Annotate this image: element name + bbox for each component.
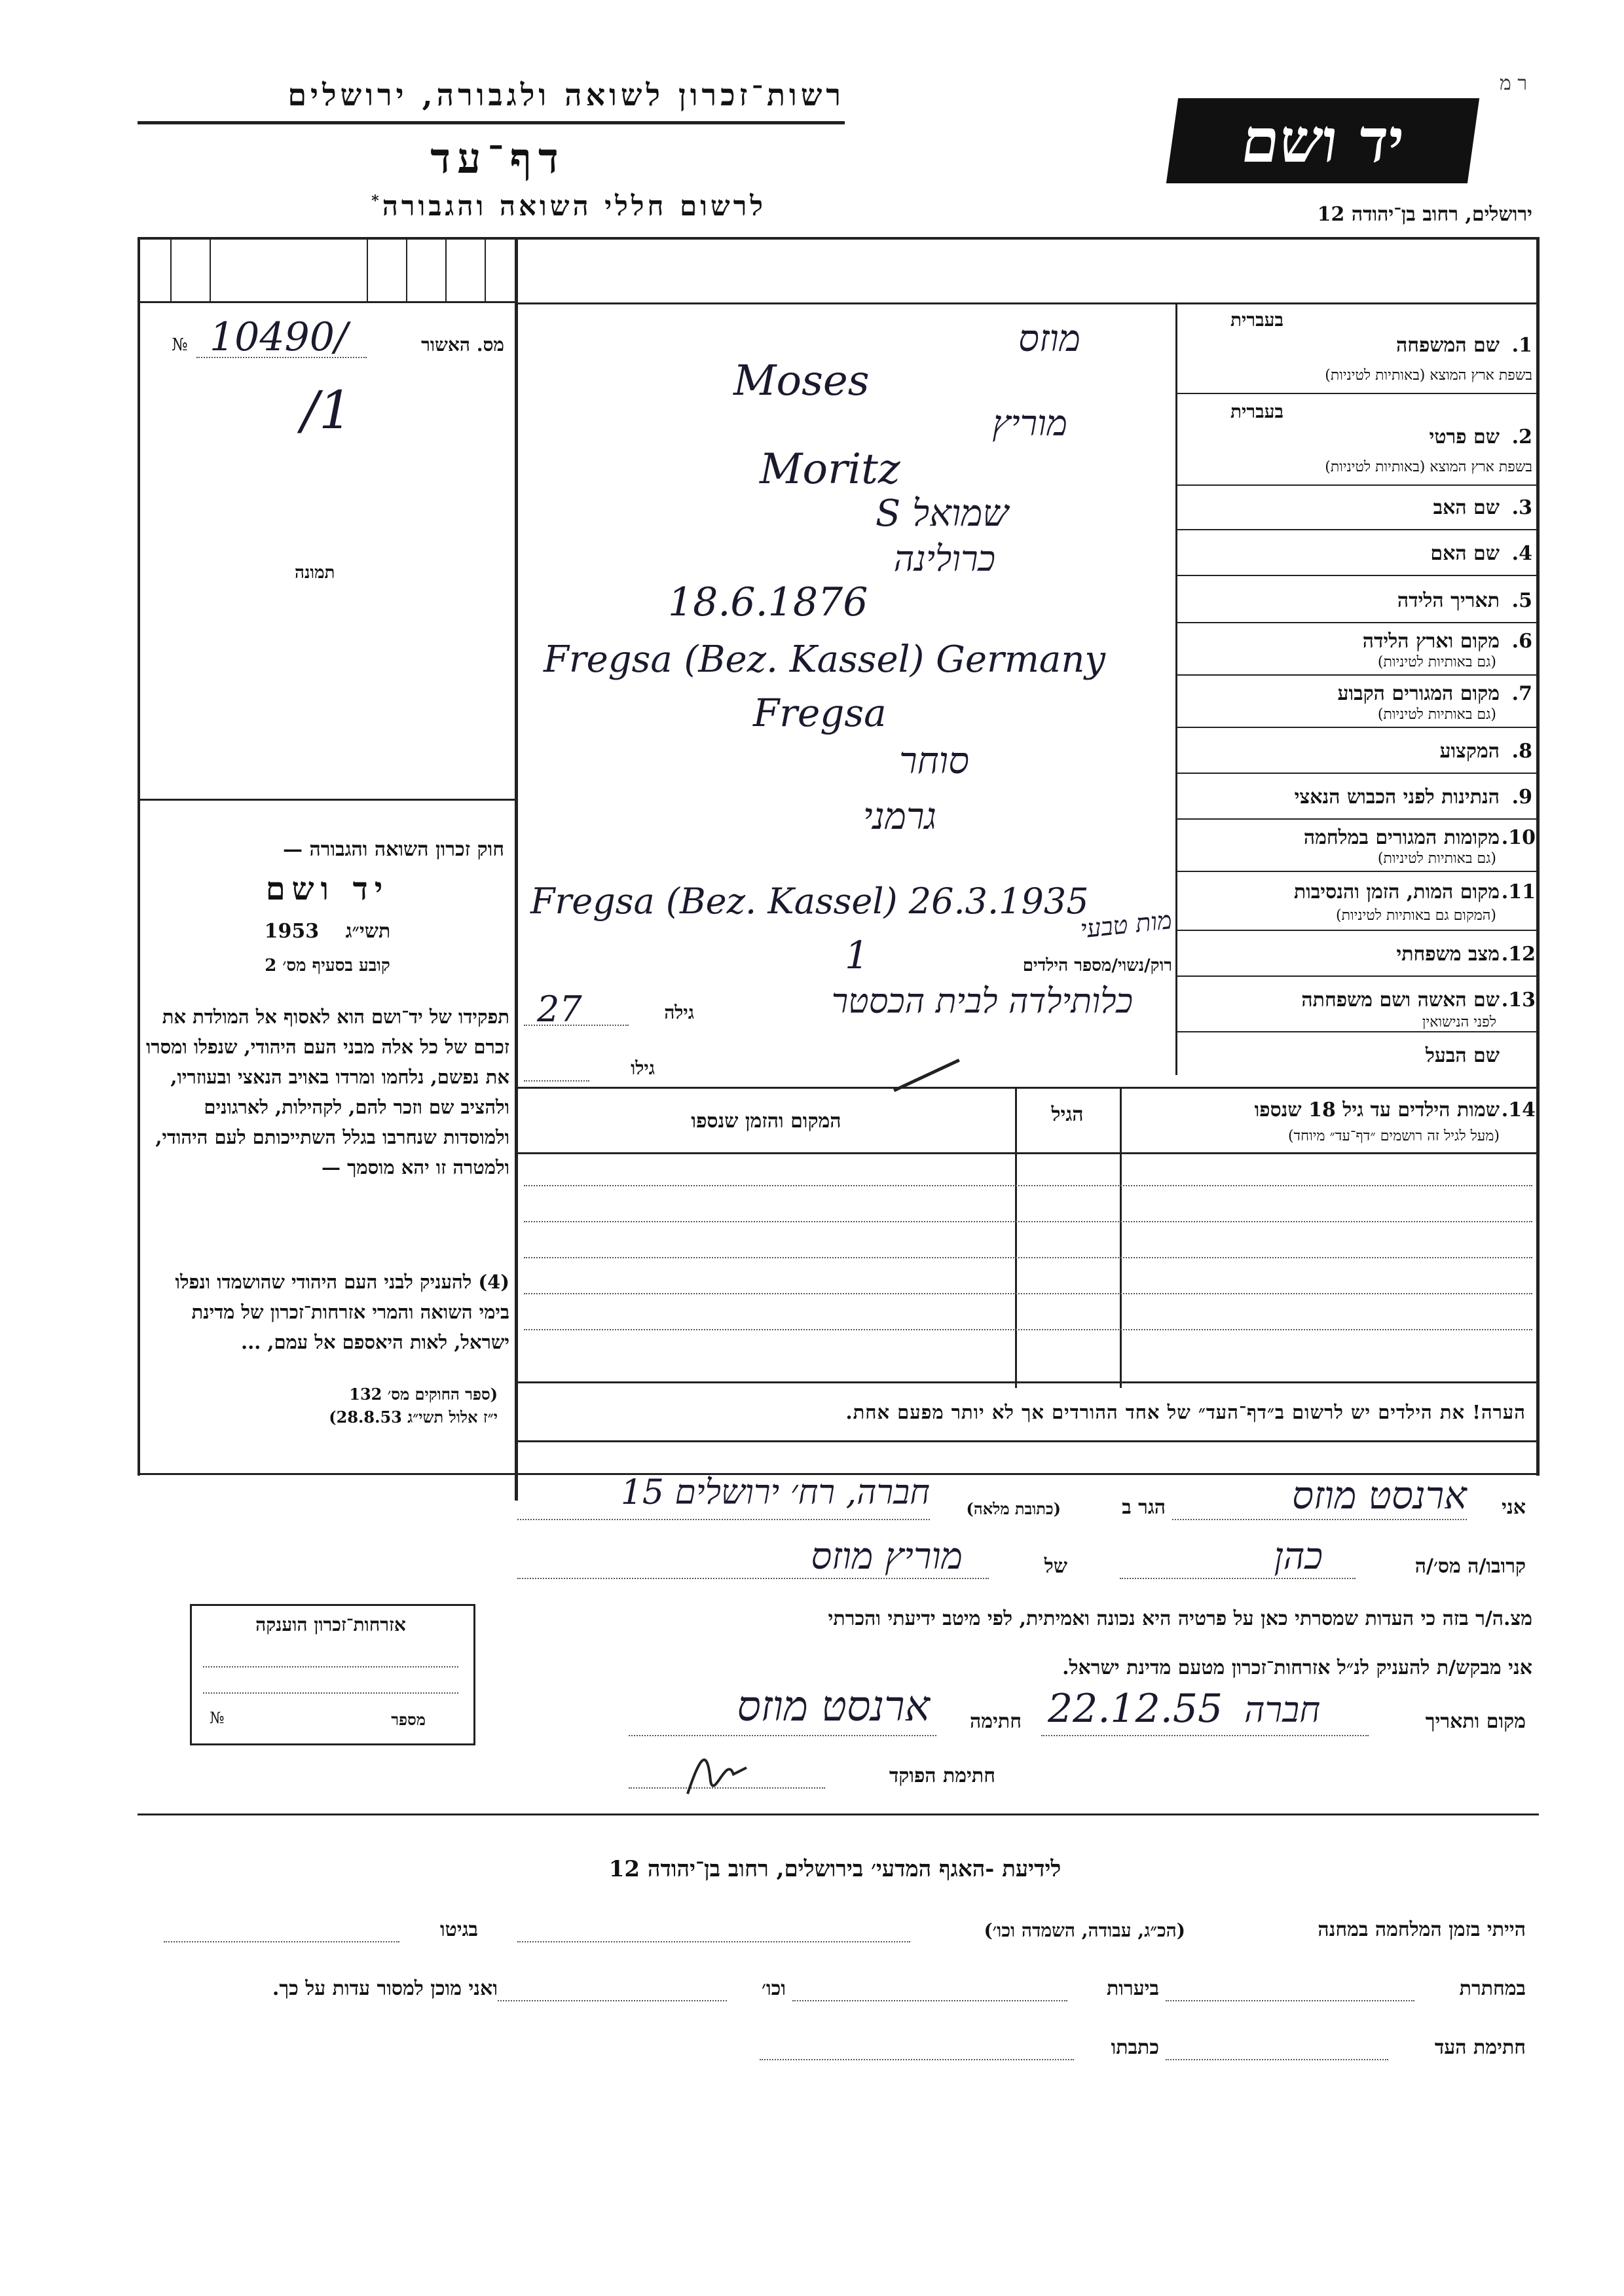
decl-address: חברה, רח׳ ירושלים 15 [620, 1473, 930, 1512]
field-12-num: 12. [1501, 943, 1536, 966]
decl-sign-label: חתימה [970, 1710, 1022, 1733]
law-clause: קובע בסעיף מס׳ 2 [265, 956, 390, 975]
value-wife-name: כלותילדה לבית הכסטר [831, 982, 1133, 1021]
footer-title: לידיעת -האגף המדעי׳ בירושלים, רחוב בן־יהודה 12 [608, 1856, 1061, 1882]
corner-mark: ר מ [1500, 72, 1528, 95]
field-8-label: המקצוע [1439, 740, 1500, 763]
row-sep-8 [1175, 773, 1539, 774]
children-col-divider-2 [1015, 1087, 1017, 1388]
field-7-note: (גם באותיות לטיניות) [1377, 706, 1496, 723]
field-1-label: שם המשפחה [1395, 334, 1500, 357]
field-10-num: 10. [1501, 826, 1536, 849]
children-bottom [517, 1381, 1539, 1383]
frame-column-divider [515, 237, 518, 1501]
value-family-name-latin: Moses [733, 357, 870, 405]
row-sep-11 [1175, 930, 1539, 931]
decl-of-label: של [1044, 1555, 1067, 1578]
grid-v6 [485, 237, 486, 302]
value-birth-date: 18.6.1876 [668, 579, 868, 625]
children-top [517, 1087, 1539, 1089]
org-underline [138, 121, 845, 124]
footer-address-line [760, 2059, 1074, 2060]
value-death-place: Fregsa (Bez. Kassel) 26.3.1935 [530, 881, 1089, 922]
field-9-num: 9. [1511, 786, 1532, 809]
officer-signature-scribble [681, 1741, 753, 1800]
field-12-extra: רוק/נשוי/מספר הילדים [1022, 956, 1172, 975]
field-2-note: בשפת ארץ המוצא (באותיות לטיניות) [1325, 459, 1532, 475]
form-title: דף־עד [430, 134, 565, 183]
value-children-count: 1 [845, 933, 869, 977]
row-sep-7 [1175, 727, 1539, 728]
field-7-label: מקום המגורים הקבוע [1337, 682, 1500, 705]
value-residence: Fregsa [753, 691, 887, 735]
field-7-num: 7. [1511, 682, 1532, 705]
children-header-bottom [517, 1152, 1539, 1154]
footer-camp-label: הייתי בזמן המלחמה במחנה [1318, 1918, 1526, 1941]
fields-top [517, 302, 1539, 304]
decl-relation-line [1120, 1578, 1356, 1579]
field-12-label: מצב משפחתי [1396, 943, 1500, 966]
field-6-num: 6. [1511, 630, 1532, 653]
children-row-2 [524, 1221, 1532, 1222]
row-sep-10 [1175, 871, 1539, 872]
approval-number: 10490/ [210, 314, 348, 360]
grid-v4 [406, 237, 407, 302]
subtitle-text: לרשום חללי השואה והגבורה [382, 190, 766, 222]
decl-date: 22.12.55 [1048, 1686, 1223, 1732]
value-death-note: מות טבעי [1079, 905, 1173, 944]
subtitle-mark: * [371, 192, 382, 210]
decl-date-line [1041, 1735, 1369, 1736]
address: ירושלים, רחוב בן־יהודה 12 [1317, 203, 1532, 226]
husband-age-line [524, 1080, 589, 1082]
decl-relation: כהן [1274, 1535, 1323, 1578]
photo-box-bottom [138, 799, 517, 801]
law-year [151, 920, 504, 943]
row-sep-13 [1175, 1031, 1539, 1032]
field-husband-label: שם הבעל [1425, 1044, 1500, 1067]
grid-h1 [138, 301, 517, 303]
footer-underground-line [1166, 2000, 1414, 2001]
children-remark: הערה! את הילדים יש לרשום ב״דף־העד״ של אחד ההורדים אך לא יותר מפעם אחת. [845, 1401, 1526, 1423]
field-2-tag: בעברית [1230, 401, 1283, 422]
grid-v1 [170, 237, 172, 302]
value-first-name-latin: Moritz [760, 445, 900, 494]
remark-bottom [517, 1440, 1539, 1442]
row-sep-1 [1175, 393, 1539, 394]
children-num: 14. [1501, 1099, 1536, 1121]
logo-text: יד ושם [1237, 105, 1409, 176]
row-sep-12 [1175, 975, 1539, 977]
field-5-num: 5. [1511, 589, 1532, 612]
field-3-num: 3. [1511, 496, 1532, 519]
children-row-4 [524, 1293, 1532, 1294]
value-profession: סוחר [899, 740, 969, 782]
footer-camp-note: (הכ״ג, עבודה, השמדה וכו׳) [984, 1920, 1185, 1941]
value-nationality: גרמני [862, 795, 936, 838]
value-birth-place: Fregsa (Bez. Kassel) Germany [544, 638, 1106, 681]
org-name: רשות־זכרון לשואה ולגבורה, ירושלים [287, 77, 845, 113]
decl-i-label: אני [1502, 1496, 1526, 1519]
decl-request: אני מבקש/ת להעניק לנ״ל אזרחות־זכרון מטעם מדינת ישראל. [1062, 1656, 1532, 1679]
grid-v5 [445, 237, 447, 302]
children-row-1 [524, 1185, 1532, 1186]
decl-address-note: (כתובת מלאה) [966, 1499, 1061, 1518]
field-9-label: הנתינות לפני הכבוש הנאצי [1294, 786, 1500, 809]
value-first-name-heb: מוריץ [992, 403, 1067, 444]
footer-forests-line [792, 2000, 1067, 2001]
value-family-name-heb: מוזס [1018, 318, 1080, 360]
law-year-greg: 1953 [264, 920, 320, 943]
approval-number-label: מס. האשור [421, 334, 504, 355]
children-col-place: המקום והזמן שנספו [691, 1110, 841, 1133]
form-subtitle [177, 190, 766, 223]
law-year-heb: תשי״ג [345, 920, 391, 943]
decl-relative-name-line [517, 1578, 989, 1579]
field-1-tag: בעברית [1230, 309, 1283, 331]
footer-underground-label: במחתרת [1459, 1977, 1526, 2000]
row-sep-3 [1175, 529, 1539, 530]
row-sep-2 [1175, 484, 1539, 486]
decl-name: ארנסט מוזס [1291, 1473, 1467, 1518]
law-title: חוק זכרון השואה והגבורה — [283, 838, 504, 861]
decl-place-date-label: מקום ותאריך [1425, 1710, 1526, 1733]
field-1-note: בשפת ארץ המוצא (באותיות לטיניות) [1325, 367, 1532, 384]
footer-witness-sign-line [1166, 2059, 1388, 2060]
row-sep-5 [1175, 622, 1539, 623]
approval-sub-mark: /1 [301, 380, 352, 441]
field-11-note: (המקום גם באותיות לטיניות) [1336, 907, 1496, 924]
yad-vashem-logo [1166, 98, 1479, 183]
field-2-num: 2. [1511, 426, 1532, 448]
law-name: יד ושם [265, 871, 390, 907]
law-text-2: (4) להעניק לבני העם היהודי שהושמדו ונפלו בימי השואה והמרי אזרחות־זכרון של מדינת ישראל, לאות היאספם אל עמם, ... [175, 1271, 509, 1353]
footer-camp-line [517, 1941, 910, 1942]
label-column-divider [1175, 302, 1177, 1075]
field-6-label: מקום וארץ הלידה [1362, 630, 1500, 653]
footer-address-label: כתבתו [1111, 2036, 1159, 2059]
value-wife-age: 27 [537, 989, 582, 1030]
footer-forests-label: ביערות [1106, 1977, 1159, 2000]
footer-etc-line [498, 2000, 727, 2001]
field-11-num: 11. [1501, 881, 1536, 903]
law-source-1: (ספר החוקים מס׳ 132 [349, 1385, 498, 1404]
decl-relative-label: קרובו/ה מס׳/ה [1414, 1555, 1526, 1578]
field-13-age-label: גילה [664, 1002, 694, 1023]
grid-v3 [367, 237, 368, 302]
decl-relative-name: מוריץ מוזס [811, 1535, 963, 1578]
row-sep-6 [1175, 674, 1539, 676]
row-sep-4 [1175, 575, 1539, 576]
citizenship-number-label: מספר [391, 1710, 426, 1729]
field-10-note: (גם באותיות לטיניות) [1377, 850, 1496, 867]
frame-top [138, 237, 1539, 240]
footer-willing-label: ואני מוכן למסור עדות על כך. [272, 1977, 498, 2000]
wife-age-line [524, 1025, 629, 1026]
decl-name-line [1172, 1519, 1467, 1520]
grid-v2 [210, 237, 211, 302]
law-text: תפקידו של יד־ושם הוא לאסוף אל המולדת את זכרם של כל אלה מבני העם היהודי, שנפלו ומסרו את נפשם, נלחמו ומרדו באויב הנאצי ובעוזריו, ולהציב שם וזכר להם, לקהילות, לארגונים ולמוסדות שנחרבו בגלל השתייכותם לעם היהודי, ולמטרה זו יהא מוסמך — [146, 1006, 509, 1178]
field-8-num: 8. [1511, 740, 1532, 763]
field-husband-age-label: גילו [631, 1057, 655, 1079]
decl-address-line [517, 1519, 930, 1520]
citizenship-line-1 [203, 1666, 458, 1667]
law-source-2: י״ז אלול תשי״ג 28.8.53) [329, 1408, 498, 1427]
field-1-num: 1. [1511, 334, 1532, 357]
field-4-label: שם האם [1430, 542, 1500, 565]
row-sep-9 [1175, 818, 1539, 820]
children-row-5 [524, 1329, 1532, 1330]
approval-no-symbol: № [172, 335, 188, 355]
field-6-note: (גם באותיות לטיניות) [1377, 654, 1496, 670]
field-13-num: 13. [1501, 989, 1536, 1011]
children-note: (מעל לגיל זה רושמים ״דף־עד״ מיוחד) [1287, 1128, 1500, 1144]
value-mother: כרולינה [893, 538, 995, 579]
children-col-divider-1 [1120, 1087, 1122, 1388]
footer-ghetto-line [164, 1941, 399, 1942]
footer-ghetto-label: בגיטו [439, 1918, 478, 1941]
value-father: שמואל S [875, 492, 1008, 535]
field-2-label: שם פרטי [1429, 426, 1500, 448]
field-13-note: לפני הנישואין [1422, 1014, 1496, 1030]
children-title: שמות הילדים עד גיל 18 שנספו [1254, 1099, 1500, 1121]
frame-right [1536, 237, 1540, 1476]
field-3-label: שם האב [1433, 496, 1500, 519]
footer-witness-sign-label: חתימת העד [1434, 2036, 1526, 2059]
field-13-label: שם האשה ושם משפחתה [1301, 989, 1500, 1011]
citizenship-no-symbol: № [210, 1709, 225, 1727]
decl-signature: ארנסט מוזס [737, 1683, 930, 1731]
footer-top [138, 1813, 1539, 1815]
decl-sign-line [629, 1735, 936, 1736]
children-col-age: הגיל [1051, 1103, 1084, 1126]
field-4-num: 4. [1511, 542, 1532, 565]
frame-left [138, 237, 140, 1476]
citizenship-line-2 [203, 1692, 458, 1694]
children-row-3 [524, 1257, 1532, 1258]
photo-label: תמונה [295, 563, 335, 583]
decl-statement: מצ.ה/ר בזה כי העדות שמסרתי כאן על פרטיה היא נכונה ואמיתית, לפי מיטב ידיעתי והכרתי [828, 1607, 1532, 1630]
citizenship-title: אזרחות־זכרון הוענקה [255, 1614, 406, 1635]
officer-scribble-path [688, 1760, 747, 1794]
field-10-label: מקומות המגורים במלחמה [1303, 826, 1500, 849]
decl-place: חברה [1244, 1689, 1321, 1730]
decl-resides-label: הגר ב [1122, 1496, 1166, 1519]
decl-officer-label: חתימת הפוקד [889, 1764, 995, 1787]
field-5-label: תאריך הלידה [1397, 589, 1500, 612]
footer-etc-label: וכו׳ [762, 1977, 786, 2000]
field-11-label: מקום המות, הזמן והנסיבות [1293, 881, 1500, 903]
